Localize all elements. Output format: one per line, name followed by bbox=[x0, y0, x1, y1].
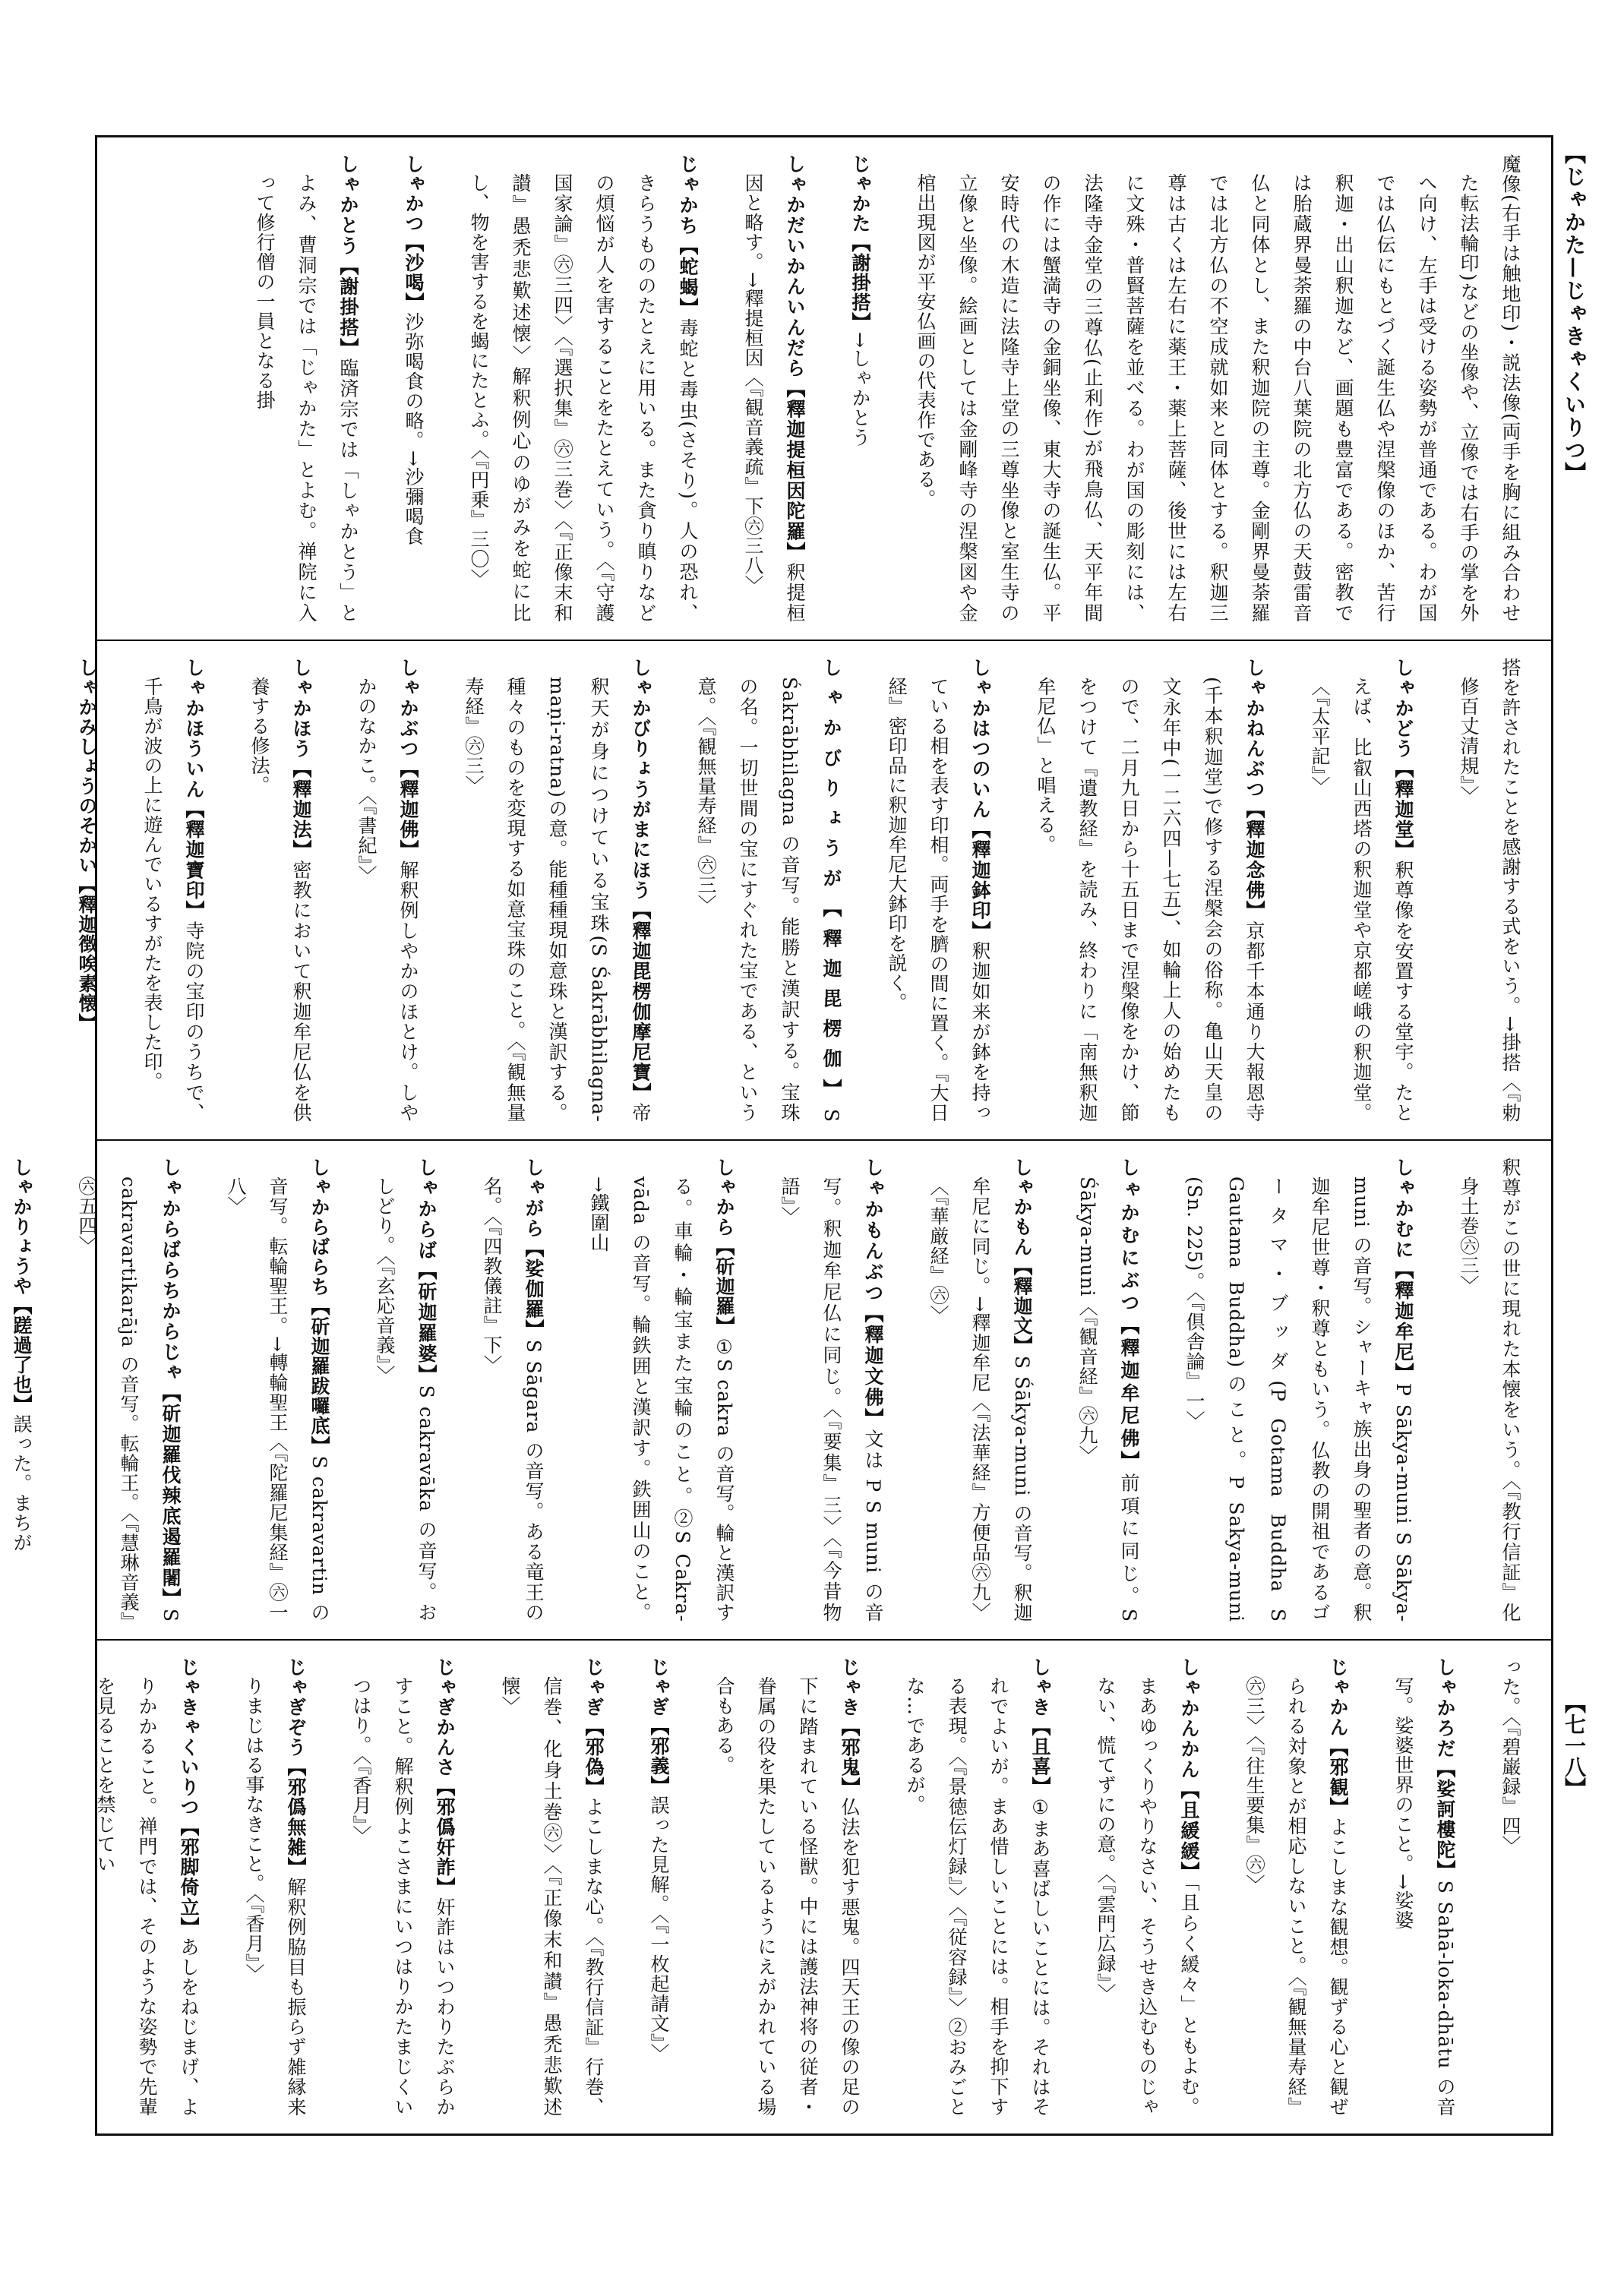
entry-headword: しゃかぶつ【釋迦佛】 bbox=[397, 658, 419, 861]
entry-headword: しゃかむに【釋迦牟尼】 bbox=[1392, 1158, 1414, 1383]
entry-definition: 毒蛇と毒虫(さそり)。人の恐れ、きらうもののたとえに用いる。また貪り瞋りなどの煩悩が人を害することをたとえていう。〈『守護国家論』㊅三四〉〈『選択集』㊅三巻〉〈『正像末和讃』愚禿悲歎述懐〉解釈例心のゆがみを蛇に比し、物を害するを蝎にたとふ。〈『円乗』三〇〉 bbox=[468, 173, 699, 624]
entry-definition: 「且らく緩々」ともよむ。まあゆっくりやりなさい、そうせき込むものじゃない、慌てずにの意。〈『雲門広録』〉 bbox=[1095, 1676, 1200, 2118]
entry-headword: じゃぎ【邪偽】 bbox=[583, 1657, 605, 1797]
entry-definition: S Sahā-loka-dhātu の音写。娑婆世界のこと。→娑婆 bbox=[1392, 1676, 1456, 2117]
entry-definition: 釈尊像を安置する堂宇。たとえば、比叡山西塔の釈迦堂や京都嵯峨の釈迦堂。〈『太平記』〉 bbox=[1309, 677, 1414, 1123]
entry bbox=[1234, 1657, 1359, 2117]
entry bbox=[918, 1158, 1043, 1622]
entry bbox=[1382, 1657, 1466, 2117]
entry-headword: じゃかち【蛇蝎】 bbox=[677, 154, 699, 319]
entry-definition: 解釈例脇目も振らず雑縁来りまじはる事なきこと。〈『香月』〉 bbox=[243, 1676, 307, 2118]
entry-definition: 釈提桓因と略す。→釋提桓因〈『観音義疏』下㊅三八〉 bbox=[742, 173, 806, 624]
entry bbox=[839, 154, 881, 623]
entry-definition: S Śakrābhilagna の音写。能勝と漢訳する。宝珠の名。一切世間の宝にすぐれた宝である、という意。〈『観無量寿経』㊅三〉 bbox=[695, 677, 842, 1123]
entry-headword: しゃがら【娑伽羅】 bbox=[523, 1158, 545, 1340]
entry-definition: ①まあ喜ばしいことには。それはそれでよいが。まあ惜しいことには。相手を抑下する表現。〈『景徳伝灯録』〉〈『従容録』〉②おみごとな…であるが。 bbox=[904, 1676, 1051, 2118]
entry-definition: P Sākya-muni S Sākya-muni の音写。シャーキャ族出身の聖者の意。釈迦牟尼世尊・釈尊ともいう。仏教の開祖であるゴータマ・ブッダ(P Gotama Buddha S Gautama Buddha)のこと。P Sakya-muni (Sn. 225)。〈『倶舎論』一〉 bbox=[1183, 1176, 1414, 1623]
entry bbox=[732, 154, 816, 623]
entry bbox=[84, 1657, 210, 2117]
entry-continuation bbox=[1490, 1657, 1531, 2117]
entry-headword: しゃかみしょうのそかい【釋迦徴唉素懐】 bbox=[76, 658, 98, 1033]
entry-continuation bbox=[905, 154, 1531, 623]
entry-headword: じゃかん【邪観】 bbox=[1327, 1657, 1349, 1818]
entry-headword: しゃかだいかんいんだら【釋迦提桓因陀羅】 bbox=[784, 154, 806, 563]
entry-headword: しゃかびりょうが【釋迦毘楞伽】 bbox=[820, 658, 842, 1109]
entry-headword: じゃぎかんさ【邪僞奸詐】 bbox=[434, 1657, 456, 1897]
entry bbox=[703, 1657, 870, 2117]
entry-definition: S cakravartikarāja の音写。転輪王。〈『慧琳音義』㊅五四〉 bbox=[76, 1176, 182, 1622]
entry-headword: しゃかとう【謝掛搭】 bbox=[337, 154, 359, 358]
entry-headword: じゃきゃくいりつ【邪脚倚立】 bbox=[178, 1657, 200, 1938]
entry bbox=[1085, 1657, 1210, 2117]
entry bbox=[685, 658, 852, 1123]
entry-headword: しゃかもんぶつ【釋迦文佛】 bbox=[862, 1158, 884, 1429]
entry bbox=[393, 154, 434, 623]
entry bbox=[1, 1158, 43, 1622]
entry-definition: 魔像(右手は触地印)・説法像(両手を胸に組み合わせた転法輪印)などの坐像や、立像では右手の掌を外へ向け、左手は受ける姿勢が普通である。わが国では仏伝にもとづく誕生仏や涅槃像のほか、苦行釈迦・出山釈迦など、画題も豊富である。密教では胎蔵界曼荼羅の中台八葉院の北方仏の天鼓雷音仏と同体とし、また釈迦院の主尊。金剛界曼荼羅では北方仏の不空成就如来と同体とする。釈迦三尊は古くは左右に薬王・薬上菩薩、後世には左右に文殊・普賢菩薩を並べる。わが国の彫刻には、法隆寺金堂の三尊仏(止利作)が飛鳥仏、天平年間の作には蟹満寺の金銅坐像、東大寺の誕生仏。平安時代の木造に法隆寺上堂の三尊坐像と室生寺の立像と坐像。絵画としては金剛峰寺の涅槃図や金棺出現図が平安仏画の代表作である。 bbox=[915, 154, 1521, 624]
entry bbox=[215, 1158, 340, 1622]
entry bbox=[346, 658, 429, 1123]
entry bbox=[489, 1657, 615, 2117]
tier-2 bbox=[76, 640, 1551, 1139]
entry-definition: 京都千本通り大報恩寺(千本釈迦堂)で修する涅槃会の俗称。亀山天皇の文永年中(一二六四—七五)、如輪上人の始めたもので、二月九日から十五日まで涅槃像をかけ、節をつけて『遺教経』を読み、終わりに「南無釈迦牟尼仏」と唱える。 bbox=[1035, 677, 1265, 1123]
tier-3 bbox=[11, 1139, 1551, 1639]
entry-definition: 密教において釈迦牟尼仏を供養する修法。 bbox=[248, 677, 312, 1123]
entry-headword: しゃかもん【釋迦文】 bbox=[1011, 1158, 1033, 1356]
entry-definition: 文は P S muni の音写。釈迦牟尼仏に同じ。〈『要集』三〉〈『今昔物語』〉 bbox=[779, 1176, 884, 1622]
entry bbox=[239, 658, 322, 1123]
entry-definition: S cakravāka の音写。おしどり。〈『玄応音義』〉 bbox=[374, 1176, 438, 1622]
entry-definition: →しゃかとう bbox=[849, 332, 871, 447]
entry-definition: 前項に同じ。S Śākya-muni〈『観音経』㊅九〉 bbox=[1076, 1176, 1140, 1622]
entry bbox=[894, 1657, 1061, 2117]
page-number: 【七一八】 bbox=[1562, 1692, 1587, 1799]
entry bbox=[1174, 1158, 1424, 1622]
entry-definition: よこしまな観想。観ずる心と観ぜられる対象とが相応しないこと。〈『観無量寿経』㊅三〉〈『往生要集』㊅〉 bbox=[1243, 1676, 1349, 2118]
entry-definition: った。〈『碧巌録』四〉 bbox=[1499, 1657, 1521, 1856]
entry bbox=[233, 1657, 317, 2117]
entry bbox=[638, 1657, 680, 2117]
entry-headword: しゃかねんぶつ【釋迦念佛】 bbox=[1243, 658, 1265, 921]
entry-headword: しゃかろだ【娑訶樓陀】 bbox=[1434, 1657, 1456, 1881]
entry bbox=[1025, 658, 1275, 1123]
entry-headword: じゃき【邪鬼】 bbox=[839, 1657, 861, 1798]
entry-definition: よこしまな心。〈『教行信証』行巻、信巻、化身土巻㊅〉〈『正像末和讃』愚禿悲歎述懐〉 bbox=[499, 1676, 605, 2118]
entry-headword: しゃかびりょうがまにほう【釋迦毘楞伽摩尼寶】 bbox=[630, 658, 652, 1103]
entry bbox=[876, 658, 1001, 1123]
tier-4 bbox=[94, 1639, 1551, 2133]
entry-headword: しゃかりょうや【蹉過了也】 bbox=[11, 1158, 33, 1414]
entry-headword: しゃかむにぶつ【釋迦牟尼佛】 bbox=[1118, 1158, 1140, 1473]
entry-definition: S Śākya-muni の音写。釈迦牟尼に同じ。→釋迦牟尼〈『法華経』方便品㊅九〉〈『華厳経』㊅〉 bbox=[927, 1176, 1033, 1622]
entry-headword: しゃかどう【釋迦堂】 bbox=[1392, 658, 1414, 861]
entry bbox=[769, 1158, 894, 1622]
entry bbox=[131, 658, 215, 1123]
entry-definition: 沙弥喝食の略。→沙彌喝食 bbox=[403, 312, 425, 546]
entry-headword: しゃからば【斫迦羅婆】 bbox=[415, 1158, 438, 1385]
entry-headword: じゃぎぞう【邪僞無雑】 bbox=[285, 1657, 307, 1878]
entry-definition: S Sāgara の音写。ある竜王の名。〈『四教儀註』下〉 bbox=[481, 1176, 545, 1622]
entry-headword: しゃからばらち【斫迦羅跋囉底】 bbox=[308, 1158, 330, 1456]
entry-definition: 釈尊がこの世に現れた本懐をいう。〈『教行信証』化身土巻㊅三〉 bbox=[1458, 1158, 1521, 1622]
entry-headword: しゃからばらちからじゃ【斫迦羅伐辣底遏羅闍】 bbox=[160, 1158, 182, 1609]
entry bbox=[578, 1158, 745, 1622]
entry-definition: 誤った。まちが bbox=[11, 1414, 33, 1552]
page-frame bbox=[11, 135, 1553, 2136]
entry-definition: 搭を許されたことを感謝する式をいう。→掛搭〈『勅修百丈清規』〉 bbox=[1458, 658, 1521, 1123]
entry-definition: ①S cakra の音写。輪と漢訳する。車輪・輪宝また宝輪のこと。②S Cakra-vāda の音写。輪鉄囲と漢訳す。鉄囲山のこと。→鐵圍山 bbox=[588, 1176, 735, 1623]
entry-definition: 奸詐はいつわりたぶらかすこと。解釈例よこさまにいつはりかたまじくいつはり。〈『香月』〉 bbox=[350, 1676, 456, 2118]
entry bbox=[453, 658, 662, 1123]
entry bbox=[244, 154, 369, 623]
entry-headword: しゃかはつのいん【釋迦鉢印】 bbox=[969, 658, 991, 941]
entry bbox=[66, 658, 108, 1123]
entry bbox=[66, 1158, 191, 1622]
entry-definition: 帝釈天が身につけている宝珠(S Śakrābhilagna-maṇi-ratna)の意。能種種現如意珠と漢訳する。種々のものを変現する如意宝珠のこと。〈『観無量寿経』㊅三〉 bbox=[463, 677, 652, 1123]
entry bbox=[1299, 658, 1424, 1123]
entry bbox=[471, 1158, 554, 1622]
entry-definition: 釈迦如来が鉢を持っている相を表す印相。両手を臍の間に置く。『大日経』密印品に釈迦牟尼大鉢印を説く。 bbox=[886, 677, 991, 1123]
entry-headword: しゃかほう【釋迦法】 bbox=[290, 658, 312, 861]
entry-headword: しゃかほういん【釋迦寶印】 bbox=[183, 658, 205, 921]
entry-headword: しゃき【且喜】 bbox=[1029, 1657, 1051, 1796]
entry-definition: 仏法を犯す悪鬼。四天王の像の足の下に踏まれている怪獣。中には護法神将の従者・眷属の役を果たしているようにえがかれている場合もある。 bbox=[713, 1676, 861, 2118]
running-head: 【じゃかた—じゃきゃくいりつ】 bbox=[1562, 143, 1587, 485]
tier-1 bbox=[97, 137, 1551, 640]
entry-definition: 解釈例しやかのほとけ。しやかのなかこ。〈『書紀』〉 bbox=[355, 677, 419, 1123]
entry bbox=[458, 154, 709, 623]
entry-headword: じゃかた【謝掛搭】 bbox=[849, 154, 871, 332]
entry-definition: 寺院の宝印のうちで、千鳥が波の上に遊んでいるすがたを表した印。 bbox=[141, 677, 205, 1123]
entry bbox=[340, 1657, 466, 2117]
entry bbox=[1066, 1158, 1150, 1622]
entry-definition: あしをねじまげ、よりかかること。禅門では、そのような姿勢で先輩を見ることを禁じてい bbox=[94, 1676, 200, 2118]
entry-definition: S cakravartin の音写。転輪聖王。→轉輪聖王〈『陀羅尼集経』㊅一八〉 bbox=[225, 1176, 330, 1622]
entry-definition: 誤った見解。〈『一枚起請文』〉 bbox=[648, 1796, 670, 2064]
entry-continuation bbox=[1448, 658, 1531, 1123]
entry bbox=[364, 1158, 447, 1622]
entry-headword: しゃかんかん【且緩緩】 bbox=[1178, 1657, 1200, 1882]
entry-headword: しゃから【斫迦羅】 bbox=[713, 1158, 735, 1336]
entry-headword: じゃぎ【邪義】 bbox=[648, 1657, 670, 1796]
entry-continuation bbox=[1448, 1158, 1531, 1622]
entry-headword: しゃかつ【沙喝】 bbox=[403, 154, 425, 312]
entry-definition: 臨済宗では「しゃかとう」とよみ、曹洞宗では「じゃかた」とよむ。禅院に入って修行僧の一員となる掛 bbox=[254, 173, 359, 624]
